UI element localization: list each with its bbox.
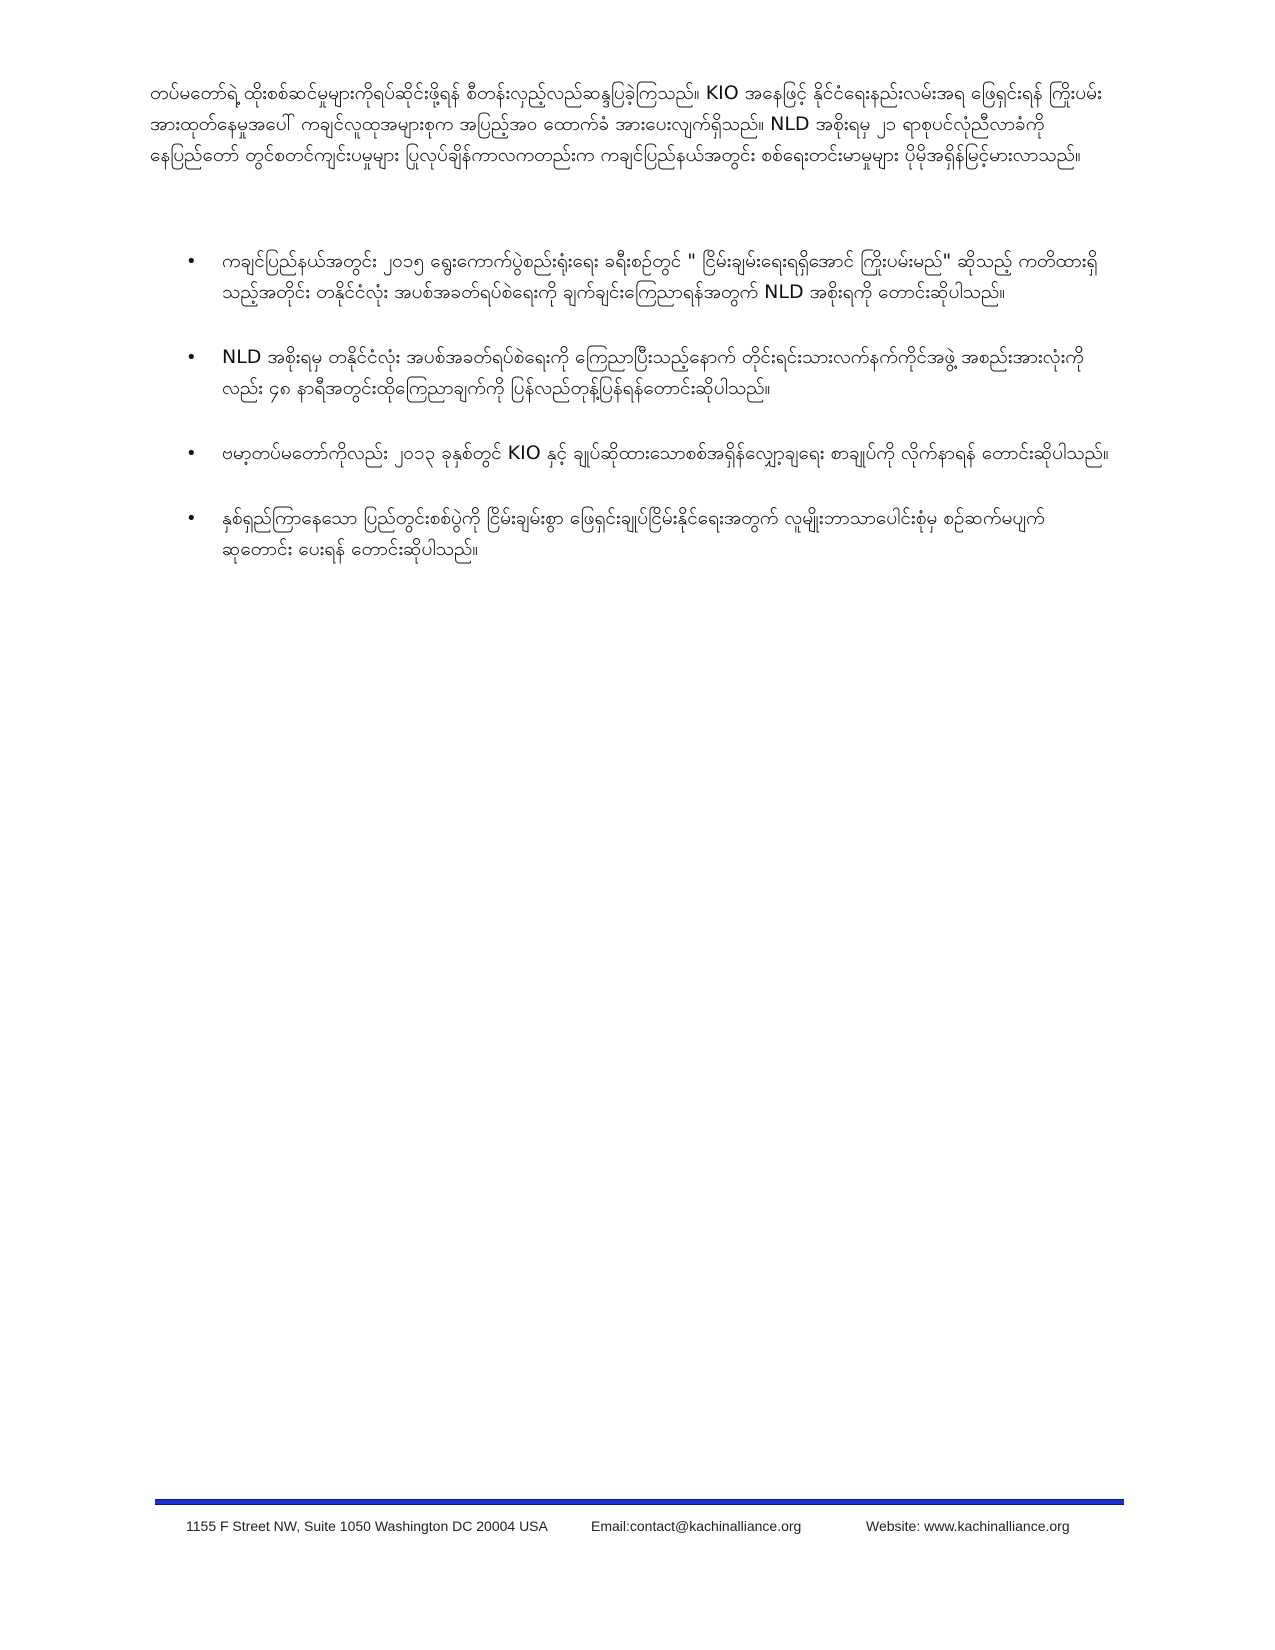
- bullet-icon: •: [186, 508, 197, 529]
- list-item-text: ဗမာ့တပ်မတော်ကိုလည်း ၂၀၁၃ ခုနှစ်တွင် KIO နှင့် ချုပ်ဆိုထားသောစစ်အရှိန်လျှော့ချရေး စာချုပ်ကို လိုက်နာရန် တောင်းဆိုပါသည်။: [222, 442, 1109, 464]
- list-item-text: နှစ်ရှည်ကြာနေသော ပြည်တွင်းစစ်ပွဲကို ငြိမ်းချမ်းစွာ ဖြေရှင်းချုပ်ငြိမ်းနိုင်ရေးအတွက် လူမျိုးဘာသာပေါင်းစုံမှ စဉ်ဆက်မပျက်ဆုတောင်း ပေးရန် တောင်းဆိုပါသည်။: [222, 507, 1045, 560]
- list-item-text: NLD အစိုးရမှ တနိုင်ငံလုံး အပစ်အခတ်ရပ်စဲရေးကို ကြေညာပြီးသည့်နောက် တိုင်းရင်းသားလက်နက်ကိုင်အဖွဲ့ အစည်းအားလုံးကိုလည်း ၄၈ နာရီအတွင်းထိုကြေညာချက်ကို ပြန်လည်တုန့်ပြန်ရန်တောင်းဆိုပါသည်။: [222, 346, 1084, 399]
- list-item-text: ကချင်ပြည်နယ်အတွင်း ၂၀၁၅ ရွေးကောက်ပွဲစည်းရုံးရေး ခရီးစဉ်တွင် " ငြိမ်းချမ်းရေးရရှိအောင် ကြိုးပမ်းမည်" ဆိုသည့် ကတိထားရှိသည့်အတိုင်း တနိုင်ငံလုံး အပစ်အခတ်ရပ်စဲရေးကို ချက်ချင်းကြေညာရန်အတွက် NLD အစိုးရကို တောင်းဆိုပါသည်။: [222, 250, 1098, 303]
- footer-email-link[interactable]: Email:contact@kachinalliance.org: [591, 1518, 802, 1534]
- bullet-icon: •: [186, 251, 197, 272]
- list-item: [150, 246, 1110, 308]
- list-item: [150, 503, 1110, 565]
- demands-list: [150, 246, 1110, 599]
- intro-paragraph: တပ်မတော်ရဲ့ ထိုးစစ်ဆင်မှုများကိုရပ်ဆိုင်းဖို့ရန် စီတန်းလှည့်လည်ဆန္ဒပြခဲ့ကြသည်။ KIO အနေဖြင့် နိုင်ငံရေးနည်းလမ်းအရ ဖြေရှင်းရန် ကြိုးပမ်းအားထုတ်နေမှုအပေါ် ကချင်လူထုအများစုက အပြည့်အဝ ထောက်ခံ အားပေးလျက်ရှိသည်။ NLD အစိုးရမှ ၂၁ ရာစုပင်လုံညီလာခံကို နေပြည်တော် တွင်စတင်ကျင်းပမှုများ ပြုလုပ်ချိန်ကာလကတည်းက ကချင်ပြည်နယ်အတွင်း စစ်ရေးတင်းမာမှုများ ပိုမိုအရှိန်မြင့်မားလာသည်။: [150, 82, 1102, 166]
- footer-divider: [155, 1499, 1124, 1505]
- footer-website-link[interactable]: Website: www.kachinalliance.org: [866, 1518, 1070, 1534]
- list-item: [150, 342, 1110, 404]
- bullet-icon: •: [186, 443, 197, 464]
- list-item: [150, 438, 1110, 469]
- bullet-icon: •: [186, 347, 197, 368]
- footer-address: 1155 F Street NW, Suite 1050 Washington DC 20004 USA: [186, 1518, 548, 1534]
- footer: [186, 1518, 1106, 1542]
